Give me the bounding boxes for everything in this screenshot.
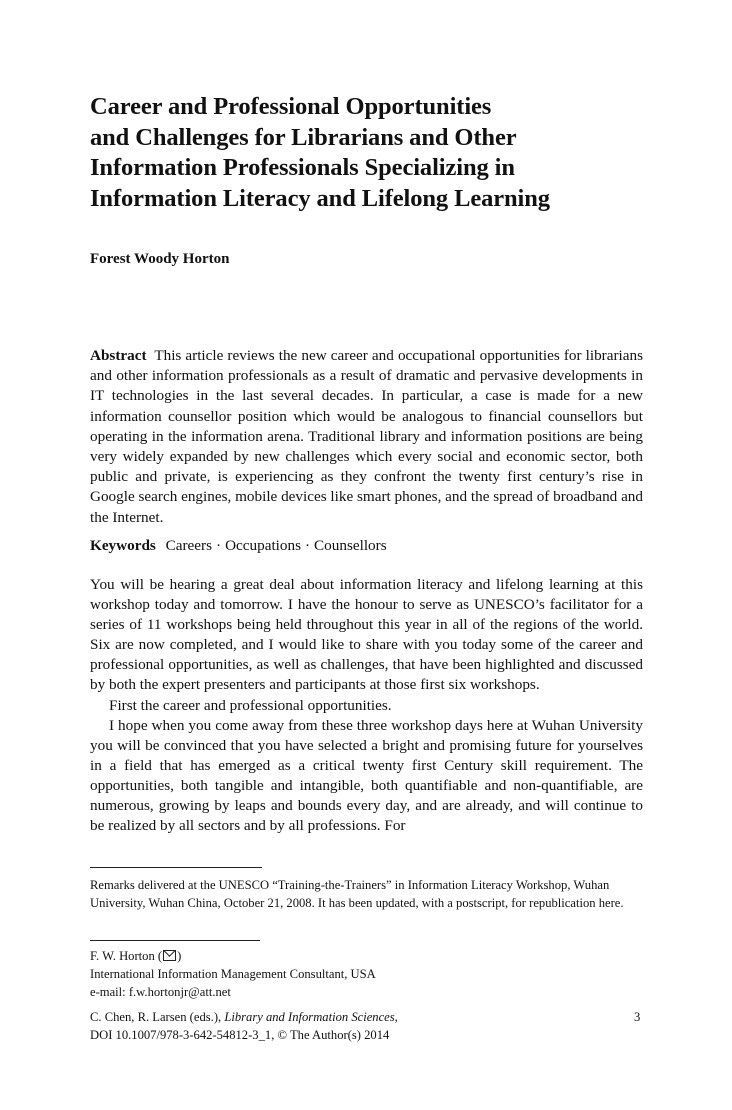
body-text [90, 575, 643, 836]
citation [90, 1008, 643, 1044]
contact-name: F. W. Horton [90, 949, 155, 963]
body-paragraph: First the career and professional opportunities. [109, 696, 392, 714]
title-line: and Challenges for Librarians and Other [90, 123, 517, 151]
body-paragraph: I hope when you come away from these three workshop days here at Wuhan University you will be convinced that you have selected a bright and promising future for yourselves in a field that has emerged as a critical twenty first Century skill requirement. The opportunities, both tangible and intangible, both quantifiable and non-quantifiable, are numerous, growing by leaps and bounds every day, and are already, and will continue to be realized by all sectors and by all professions. For [90, 716, 643, 835]
citation-book-title: Library and Information Sciences, [224, 1010, 398, 1024]
body-paragraph: You will be hearing a great deal about information literacy and lifelong learning at this workshop today and tomorrow. I have the honour to serve as UNESCO’s facilitator for a series of 11 workshops being held throughout this year in all of the regions of the world. Six are now completed, and I would like to share with you today some of the career and professional opportunities, as well as challenges, that have been highlighted and discussed by both the expert presenters and participants at those first six workshops. [90, 576, 643, 694]
citation-line-1 [90, 1008, 643, 1026]
paper-title [90, 92, 650, 214]
abstract-text: This article reviews the new career and occupational opportunities for librarians and other information professionals as a result of dramatic and pervasive developments in IT technologies in the last several decades. In particular, a case is made for a new information counsellor position which would be analogous to financial counsellors but operating in the information arena. Traditional library and information positions are being very widely expanded by new challenges which every social and economic sector, both public and private, is experiencing as they confront the twenty first century’s rise in Google search engines, mobile devices like smart phones, and the spread of broadband and the Internet. [90, 347, 643, 526]
keyword: Counsellors [314, 537, 387, 554]
keyword-separator: · [304, 537, 311, 554]
abstract-label: Abstract [90, 347, 147, 364]
contact-divider [90, 940, 260, 941]
keyword: Occupations [225, 537, 301, 554]
envelope-icon [163, 950, 176, 961]
contact-affiliation: International Information Management Consultant, USA [90, 967, 376, 981]
contact-name-line: F. W. Horton ( ) [90, 949, 182, 963]
contact-email: e-mail: f.w.hortonjr@att.net [90, 985, 231, 999]
author-contact [90, 947, 643, 1001]
title-line: Career and Professional Opportunities [90, 93, 492, 120]
keywords [90, 536, 643, 556]
title-line: Information Professionals Specializing in [90, 154, 515, 181]
keywords-label: Keywords [90, 537, 156, 554]
citation-editors: C. Chen, R. Larsen (eds.), [90, 1010, 222, 1024]
page-number: 3 [634, 1010, 641, 1024]
abstract [90, 346, 643, 528]
author-name: Forest Woody Horton [90, 251, 230, 267]
keyword-separator: · [216, 537, 222, 554]
footnote: Remarks delivered at the UNESCO “Training-the-Trainers” in Information Literacy Workshop, Wuhan University, Wuhan China, October 21, 2008. It has been updated, with a postscript, for republication here. [90, 878, 624, 910]
footnote-divider [90, 867, 262, 868]
keyword: Careers [165, 537, 212, 554]
citation-doi: DOI 10.1007/978-3-642-54812-3_1, © The Author(s) 2014 [90, 1028, 390, 1042]
title-line: Information Literacy and Lifelong Learning [90, 184, 550, 212]
